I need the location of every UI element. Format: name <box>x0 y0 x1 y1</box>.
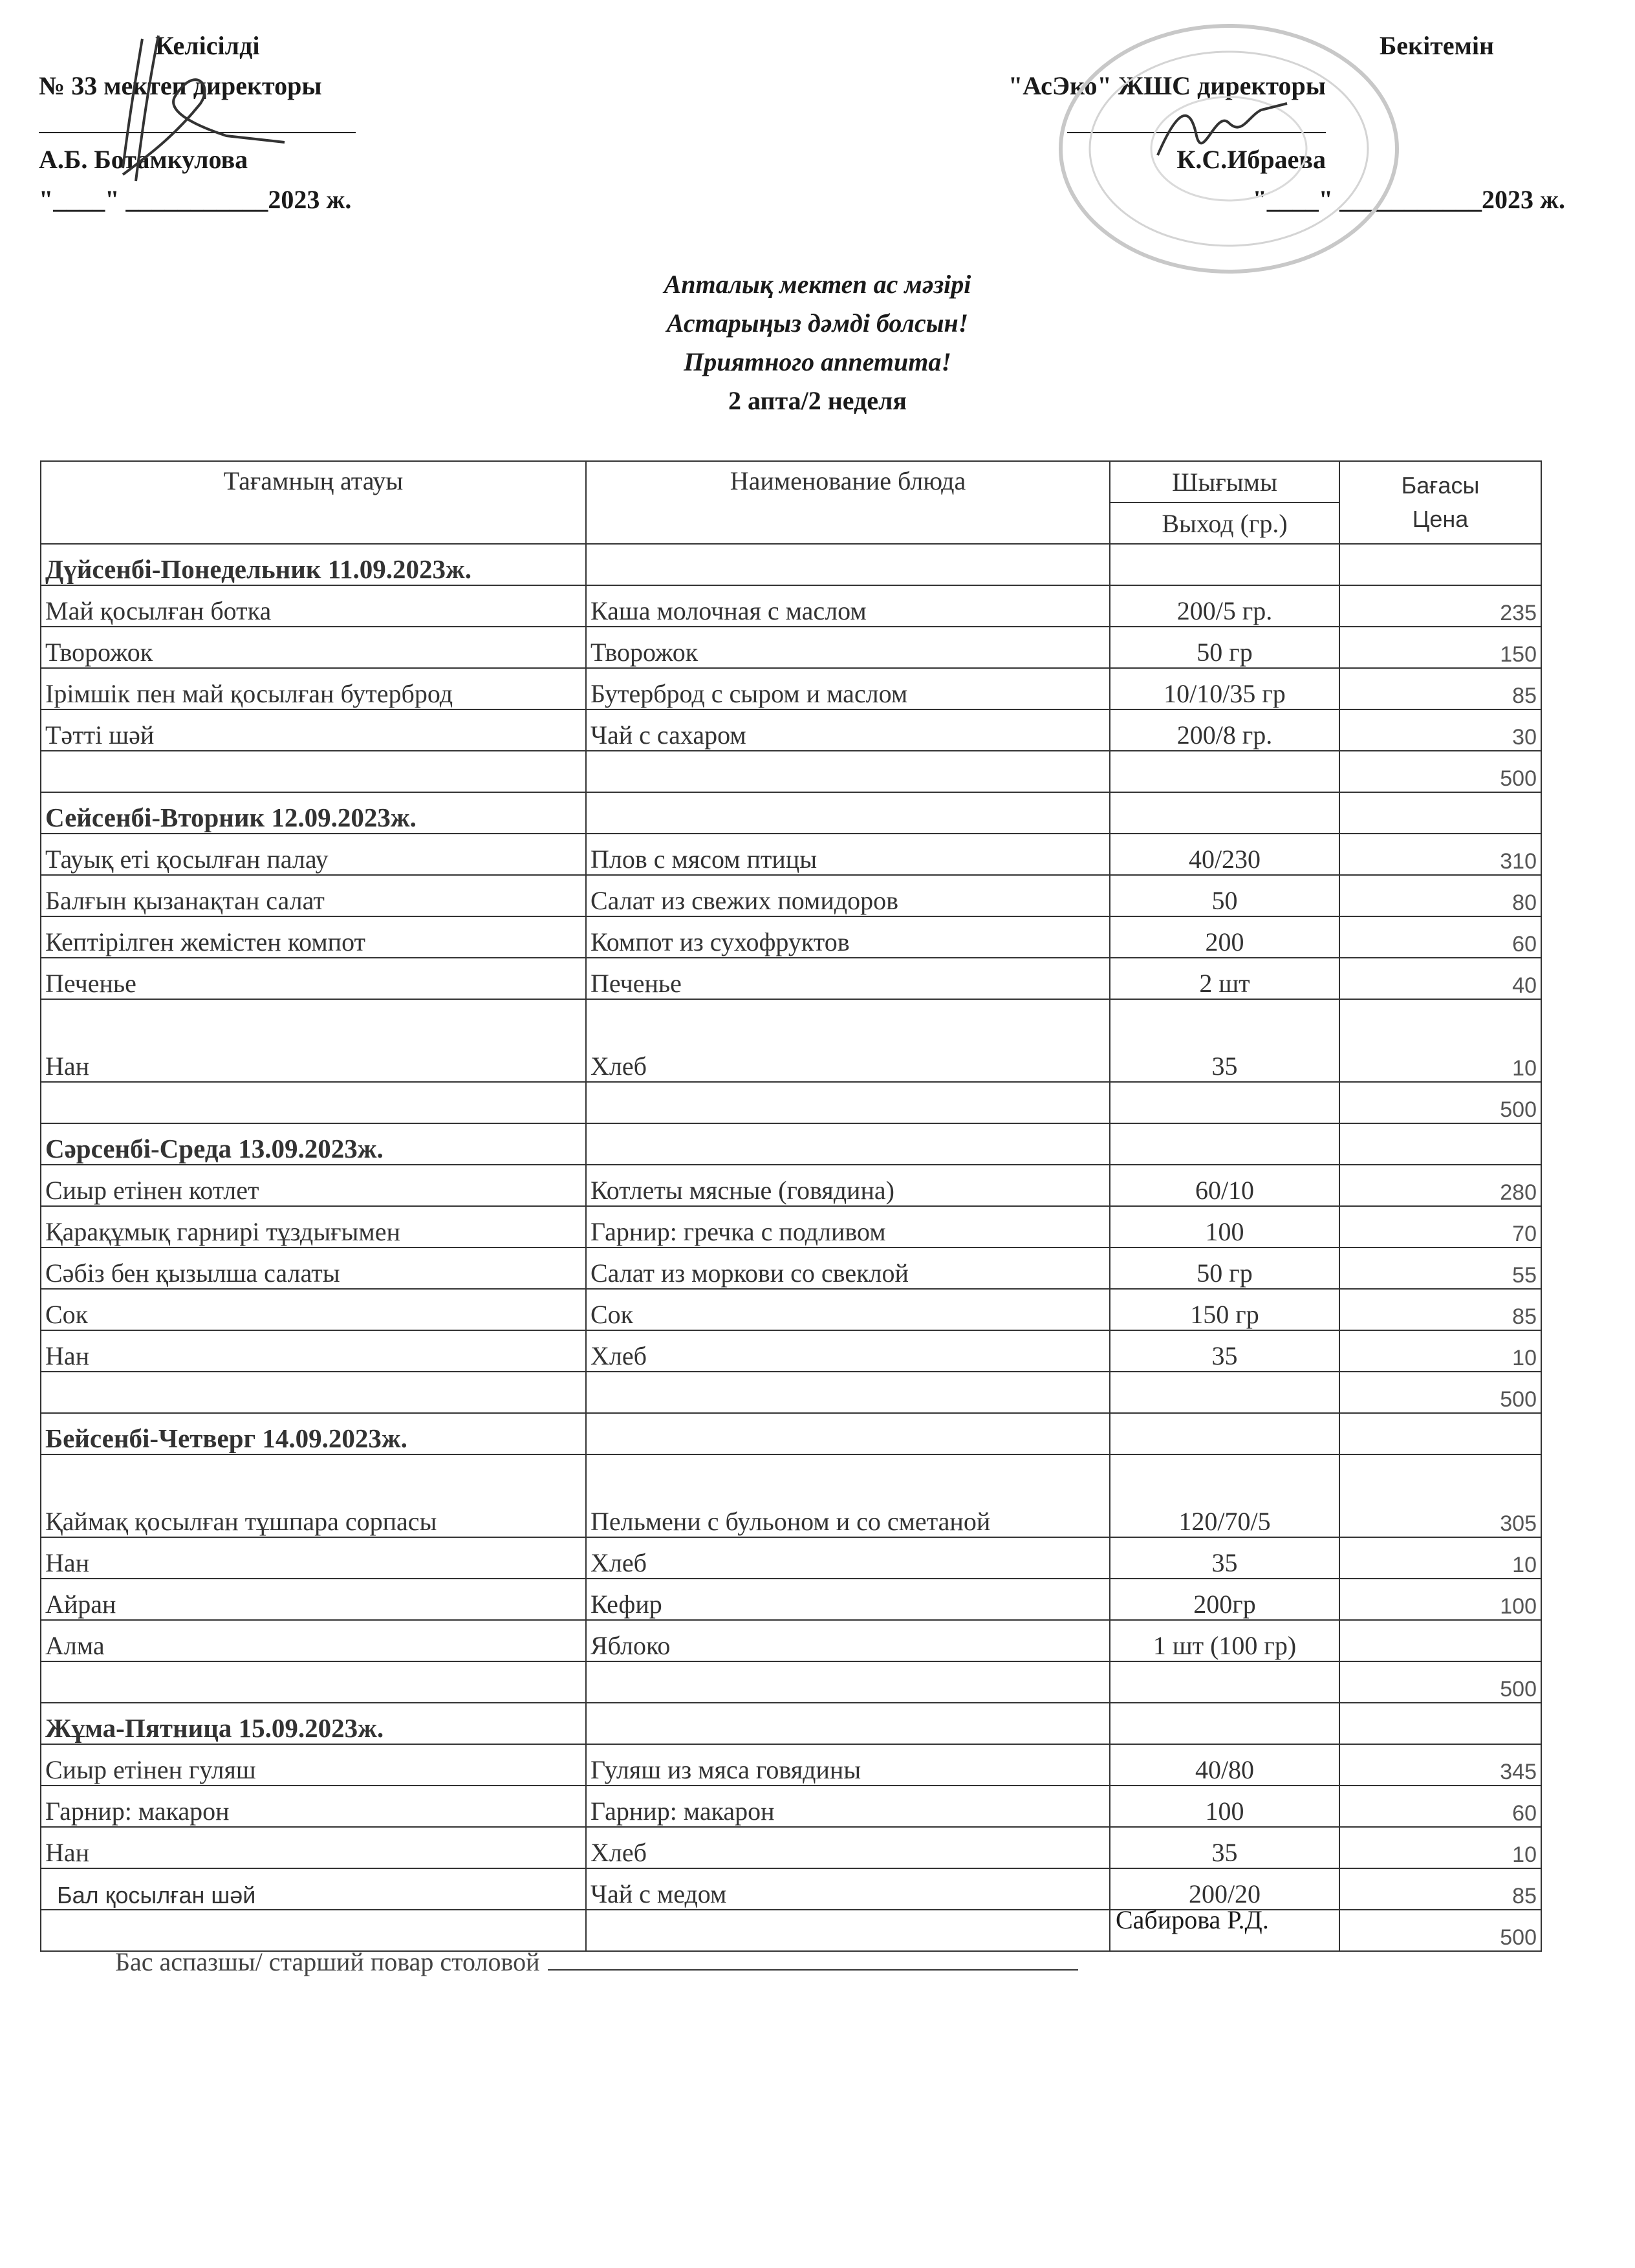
table-row <box>41 1206 1541 1247</box>
dish-name-kz: Кептірілген жемістен компот <box>41 916 586 958</box>
cook-signature-line <box>115 1947 1078 1977</box>
dish-price: 80 <box>1339 875 1541 916</box>
header-yield-ru: Выход (гр.) <box>1110 502 1339 544</box>
dish-name-ru: Каша молочная с маслом <box>586 585 1110 627</box>
dish-yield: 2 шт <box>1110 958 1339 999</box>
cook-name: Сабирова Р.Д. <box>1116 1905 1269 1934</box>
table-row <box>41 916 1541 958</box>
dish-price: 85 <box>1339 668 1541 709</box>
day-total: 500 <box>1339 1082 1541 1123</box>
dish-name-ru: Компот из сухофруктов <box>586 916 1110 958</box>
table-row <box>41 627 1541 668</box>
dish-yield: 120/70/5 <box>1110 1454 1339 1537</box>
dish-price: 30 <box>1339 709 1541 751</box>
dish-yield: 50 гр <box>1110 1247 1339 1289</box>
day-title: Бейсенбі-Четверг 14.09.2023ж. <box>41 1413 586 1454</box>
dish-yield: 50 гр <box>1110 627 1339 668</box>
dish-name-kz: Май қосылған ботка <box>41 585 586 627</box>
approval-left <box>39 26 453 220</box>
dish-price: 40 <box>1339 958 1541 999</box>
dish-name-ru: Пельмени с бульоном и со сметаной <box>586 1454 1110 1537</box>
day-row <box>41 1413 1541 1454</box>
dish-name-ru: Творожок <box>586 627 1110 668</box>
dish-yield: 60/10 <box>1110 1165 1339 1206</box>
dish-name-kz: Ірімшік пен май қосылған бутерброд <box>41 668 586 709</box>
table-row <box>41 1165 1541 1206</box>
title-kz: Апталық мектеп ас мәзірі <box>664 270 971 299</box>
dish-yield: 10/10/35 гр <box>1110 668 1339 709</box>
dish-name-ru: Чай с сахаром <box>586 709 1110 751</box>
day-total: 500 <box>1339 1910 1541 1951</box>
dish-name-kz: Нан <box>41 1827 586 1868</box>
dish-yield: 35 <box>1110 1827 1339 1868</box>
table-row <box>41 1744 1541 1786</box>
total-row <box>41 1082 1541 1123</box>
day-title: Дүйсенбі-Понедельник 11.09.2023ж. <box>41 544 586 585</box>
cook-label: Бас аспазшы/ старший повар столовой <box>115 1947 540 1976</box>
dish-price: 60 <box>1339 916 1541 958</box>
dish-name-ru: Печенье <box>586 958 1110 999</box>
dish-price: 235 <box>1339 585 1541 627</box>
total-row <box>41 1661 1541 1703</box>
dish-price: 280 <box>1339 1165 1541 1206</box>
dish-yield: 50 <box>1110 875 1339 916</box>
header-name-kz: Тағамның атауы <box>41 461 586 544</box>
dish-yield: 200гр <box>1110 1579 1339 1620</box>
table-row <box>41 709 1541 751</box>
table-row <box>41 834 1541 875</box>
dish-yield: 200/5 гр. <box>1110 585 1339 627</box>
day-total: 500 <box>1339 1661 1541 1703</box>
total-row <box>41 1910 1541 1951</box>
dish-name-kz: Творожок <box>41 627 586 668</box>
dish-yield: 35 <box>1110 1537 1339 1579</box>
table-row <box>41 1786 1541 1827</box>
dish-price: 10 <box>1339 1537 1541 1579</box>
dish-name-kz: Нан <box>41 999 586 1082</box>
dish-name-ru: Кефир <box>586 1579 1110 1620</box>
subtitle-ru: Приятного аппетита! <box>684 347 951 376</box>
dish-yield: 40/230 <box>1110 834 1339 875</box>
dish-name-ru: Сок <box>586 1289 1110 1330</box>
dish-name-ru: Гуляш из мяса говядины <box>586 1744 1110 1786</box>
dish-name-ru: Салат из моркови со свеклой <box>586 1247 1110 1289</box>
day-title: Сейсенбі-Вторник 12.09.2023ж. <box>41 792 586 834</box>
approval-right-heading: Бекітемін <box>1379 31 1494 60</box>
dish-name-kz: Сок <box>41 1289 586 1330</box>
total-row <box>41 1372 1541 1413</box>
table-row <box>41 668 1541 709</box>
day-total: 500 <box>1339 751 1541 792</box>
signature-blank <box>548 1951 1078 1971</box>
approval-right-position: "АсЭко" ЖШС директоры <box>1008 71 1326 100</box>
dish-name-kz: Айран <box>41 1579 586 1620</box>
dish-price: 10 <box>1339 1330 1541 1372</box>
dish-name-kz: Нан <box>41 1537 586 1579</box>
dish-name-kz: Қаймақ қосылған тұшпара сорпасы <box>41 1454 586 1537</box>
dish-name-kz: Сәбіз бен қызылша салаты <box>41 1247 586 1289</box>
dish-name-ru: Хлеб <box>586 1827 1110 1868</box>
table-row <box>41 1827 1541 1868</box>
dish-name-kz: Гарнир: макарон <box>41 1786 586 1827</box>
dish-name-ru: Хлеб <box>586 1537 1110 1579</box>
dish-yield: 35 <box>1110 999 1339 1082</box>
dish-price: 85 <box>1339 1868 1541 1910</box>
menu-titles <box>0 265 1635 420</box>
dish-name-ru: Гарнир: гречка с подливом <box>586 1206 1110 1247</box>
dish-price: 55 <box>1339 1247 1541 1289</box>
signature-line <box>39 106 356 133</box>
dish-price <box>1339 1620 1541 1661</box>
header-name-ru: Наименование блюда <box>586 461 1110 544</box>
dish-price: 310 <box>1339 834 1541 875</box>
table-row <box>41 1247 1541 1289</box>
approval-right-date: "____" ___________2023 ж. <box>1252 185 1565 214</box>
dish-price: 150 <box>1339 627 1541 668</box>
dish-name-kz: Тәтті шәй <box>41 709 586 751</box>
dish-yield: 40/80 <box>1110 1744 1339 1786</box>
dish-price: 100 <box>1339 1579 1541 1620</box>
dish-name-ru: Яблоко <box>586 1620 1110 1661</box>
dish-price: 305 <box>1339 1454 1541 1537</box>
dish-yield: 200 <box>1110 916 1339 958</box>
dish-name-kz: Бал қосылған шәй <box>41 1868 586 1910</box>
table-row <box>41 585 1541 627</box>
header-yield-kz: Шығымы <box>1110 461 1339 502</box>
day-title: Сәрсенбі-Среда 13.09.2023ж. <box>41 1123 586 1165</box>
table-row <box>41 1537 1541 1579</box>
day-row <box>41 1703 1541 1744</box>
table-row <box>41 999 1541 1082</box>
dish-name-kz: Печенье <box>41 958 586 999</box>
dish-price: 70 <box>1339 1206 1541 1247</box>
approval-left-position: № 33 мектеп директоры <box>39 71 322 100</box>
table-row <box>41 958 1541 999</box>
dish-name-ru: Плов с мясом птицы <box>586 834 1110 875</box>
day-row <box>41 1123 1541 1165</box>
dish-yield: 150 гр <box>1110 1289 1339 1330</box>
dish-name-ru: Хлеб <box>586 999 1110 1082</box>
dish-name-ru: Салат из свежих помидоров <box>586 875 1110 916</box>
approval-left-heading: Келісілді <box>155 31 260 60</box>
approval-right-name: К.С.Ибраева <box>1176 145 1326 174</box>
approval-left-date: "____" ___________2023 ж. <box>39 185 352 214</box>
dish-name-kz: Тауық еті қосылған палау <box>41 834 586 875</box>
dish-price: 85 <box>1339 1289 1541 1330</box>
dish-name-ru: Чай с медом <box>586 1868 1110 1910</box>
day-row <box>41 792 1541 834</box>
day-total: 500 <box>1339 1372 1541 1413</box>
dish-name-ru: Котлеты мясные (говядина) <box>586 1165 1110 1206</box>
dish-yield: 35 <box>1110 1330 1339 1372</box>
dish-yield: 100 <box>1110 1786 1339 1827</box>
dish-name-ru: Бутерброд с сыром и маслом <box>586 668 1110 709</box>
dish-price: 345 <box>1339 1744 1541 1786</box>
dish-name-kz: Сиыр етінен котлет <box>41 1165 586 1206</box>
table-row <box>41 1579 1541 1620</box>
week-label: 2 апта/2 неделя <box>728 386 907 415</box>
dish-price: 60 <box>1339 1786 1541 1827</box>
dish-name-ru: Хлеб <box>586 1330 1110 1372</box>
dish-name-ru: Гарнир: макарон <box>586 1786 1110 1827</box>
dish-name-kz: Алма <box>41 1620 586 1661</box>
dish-yield: 100 <box>1110 1206 1339 1247</box>
day-title: Жұма-Пятница 15.09.2023ж. <box>41 1703 586 1744</box>
dish-name-kz: Қарақұмық гарнирі тұздығымен <box>41 1206 586 1247</box>
header-price <box>1339 461 1541 544</box>
approval-left-name: А.Б. Ботамкулова <box>39 145 248 174</box>
dish-yield: 200/20 <box>1110 1868 1339 1910</box>
dish-name-kz: Балғын қызанақтан салат <box>41 875 586 916</box>
dish-name-kz: Сиыр етінен гуляш <box>41 1744 586 1786</box>
menu-table <box>40 460 1542 1952</box>
table-row <box>41 1454 1541 1537</box>
total-row <box>41 751 1541 792</box>
table-row <box>41 1620 1541 1661</box>
header-price-ru: Цена <box>1412 506 1469 532</box>
dish-yield: 1 шт (100 гр) <box>1110 1620 1339 1661</box>
subtitle-kz: Астарыңыз дәмді болсын! <box>666 308 969 338</box>
dish-price: 10 <box>1339 999 1541 1082</box>
dish-name-kz: Нан <box>41 1330 586 1372</box>
dish-yield: 200/8 гр. <box>1110 709 1339 751</box>
header-price-kz: Бағасы <box>1401 472 1480 499</box>
table-row <box>41 1330 1541 1372</box>
table-row <box>41 875 1541 916</box>
dish-price: 10 <box>1339 1827 1541 1868</box>
table-row <box>41 1868 1541 1910</box>
day-row <box>41 544 1541 585</box>
stamp-seal <box>1041 13 1416 285</box>
table-row <box>41 1289 1541 1330</box>
